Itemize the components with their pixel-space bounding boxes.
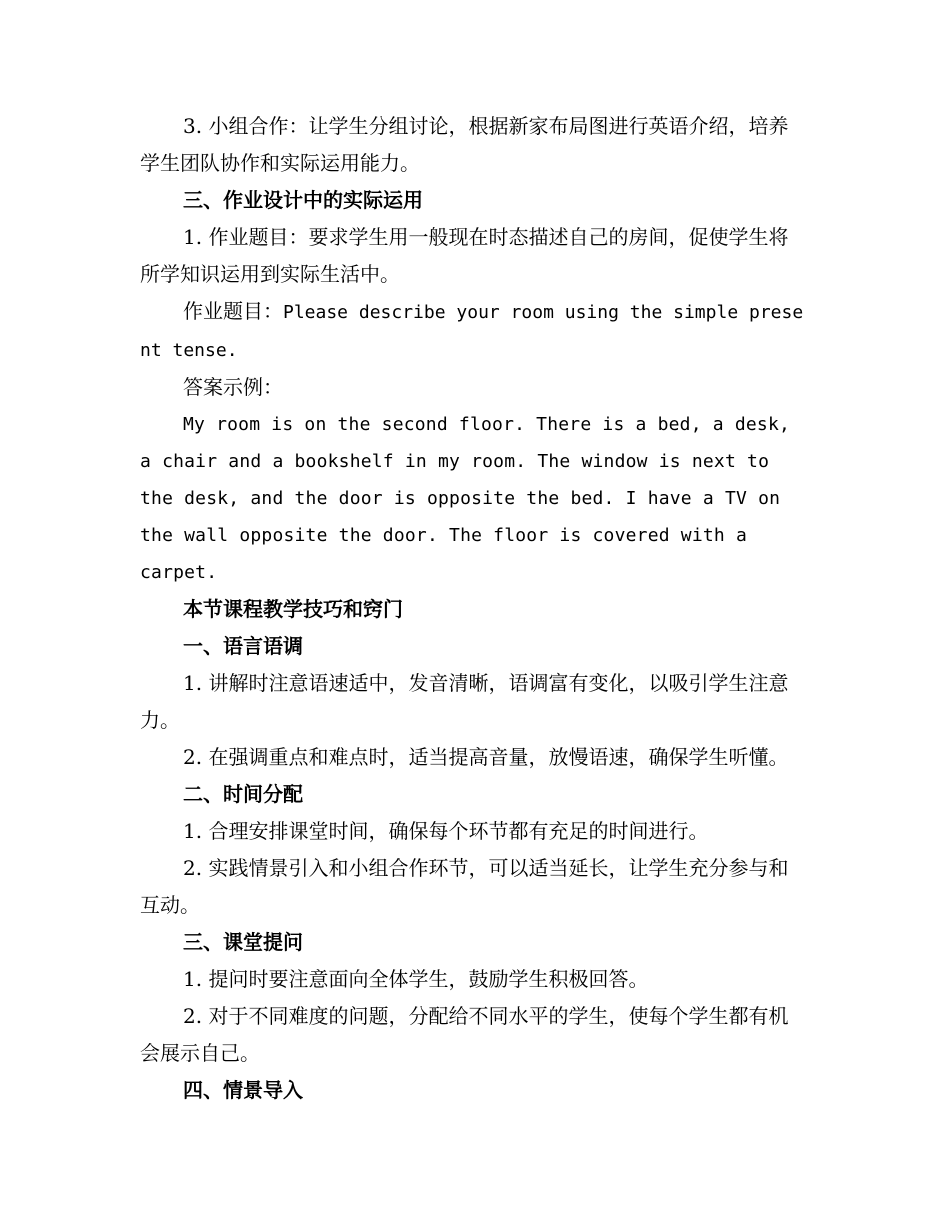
heading-classroom-questions: 三、课堂提问 <box>183 930 303 954</box>
paragraph-questions-1: 1. 提问时要注意面向全体学生，鼓励学生积极回答。 <box>183 967 649 991</box>
heading-time-allocation: 二、时间分配 <box>183 782 303 806</box>
paragraph-group-cooperation: 3. 小组合作：让学生分组讨论，根据新家布局图进行英语介绍，培养学生团队协作和实际运用能力。 <box>140 114 789 175</box>
paragraph-homework-prompt <box>140 293 805 369</box>
heading-homework-application: 三、作业设计中的实际运用 <box>183 188 423 212</box>
paragraph-answer-example-label: 答案示例： <box>183 375 283 399</box>
paragraph-time-2: 2. 实践情景引入和小组合作环节，可以适当延长，让学生充分参与和互动。 <box>140 856 789 917</box>
paragraph-answer-example: My room is on the second floor. There is a bed, a desk, a chair and a bookshelf in my room. The window is next to the desk, and the door is opposite the bed. I have a TV on the wall opposite the door. The floor is covered with a carpet. <box>140 414 791 583</box>
paragraph-intonation-2: 2. 在强调重点和难点时，适当提高音量，放慢语速，确保学生听懂。 <box>183 745 789 769</box>
homework-prompt-label: 作业题目： <box>183 299 283 323</box>
paragraph-homework-topic: 1. 作业题目：要求学生用一般现在时态描述自己的房间，促使学生将所学知识运用到实际生活中。 <box>140 225 789 286</box>
paragraph-questions-2: 2. 对于不同难度的问题，分配给不同水平的学生，使每个学生都有机会展示自己。 <box>140 1004 789 1065</box>
paragraph-time-1: 1. 合理安排课堂时间，确保每个环节都有充足的时间进行。 <box>183 819 709 843</box>
heading-language-intonation: 一、语言语调 <box>183 634 303 658</box>
paragraph-intonation-1: 1. 讲解时注意语速适中，发音清晰，语调富有变化，以吸引学生注意力。 <box>140 671 789 732</box>
document-page <box>140 108 805 1109</box>
heading-scenario-intro: 四、情景导入 <box>183 1078 303 1102</box>
homework-prompt-english: Please describe your room using the simple present tense. <box>140 302 804 361</box>
heading-teaching-tips: 本节课程教学技巧和窍门 <box>183 597 403 621</box>
